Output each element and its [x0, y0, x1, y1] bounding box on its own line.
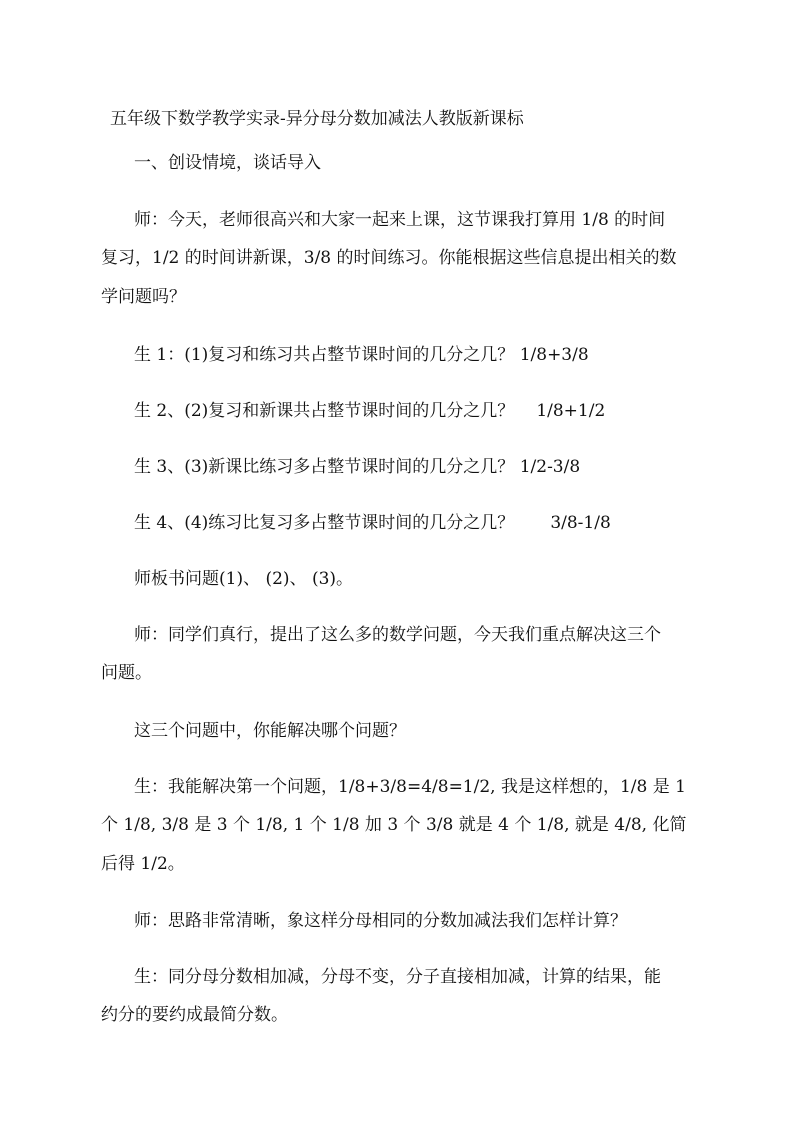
paragraph-line: 师：同学们真行，提出了这么多的数学问题，今天我们重点解决这三个: [134, 625, 661, 645]
question-text: 生 2、(2)复习和新课共占整节课时间的几分之几？: [134, 401, 515, 421]
question-text: 生 4、(4)练习比复习多占整节课时间的几分之几？: [134, 513, 515, 533]
question-line: [134, 508, 611, 533]
paragraph-line: 生：同分母分数相加减，分母不变，分子直接相加减，计算的结果，能: [134, 967, 661, 987]
paragraph-line: 个 1/8, 3/8 是 3 个 1/8, 1 个 1/8 加 3 个 3/8 就是 4 个 1/8, 就是 4/8, 化简: [101, 815, 687, 835]
paragraph-line: 约分的要约成最简分数。: [101, 1005, 288, 1025]
question-line: [134, 396, 605, 421]
paragraph-line: 问题。: [101, 663, 152, 683]
question-expression: 3/8-1/8: [550, 513, 611, 533]
paragraph-line: 师板书问题(1)、 (2)、 (3)。: [134, 569, 354, 589]
paragraph-line: 师：思路非常清晰，象这样分母相同的分数加减法我们怎样计算？: [134, 911, 627, 931]
paragraph-line: 学问题吗？: [101, 287, 186, 307]
question-line: 生 3、(3)新课比练习多占整节课时间的几分之几？ 1/2-3/8: [134, 457, 581, 477]
paragraph-line: 生：我能解决第一个问题，1/8+3/8=4/8=1/2, 我是这样想的，1/8 是 1: [134, 777, 686, 797]
paragraph-line: 复习，1/2 的时间讲新课，3/8 的时间练习。你能根据这些信息提出相关的数: [101, 248, 677, 268]
paragraph-line: 师：今天，老师很高兴和大家一起来上课，这节课我打算用 1/8 的时间: [134, 210, 666, 230]
document-title: 五年级下数学教学实录-异分母分数加减法人教版新课标: [110, 109, 524, 129]
paragraph-line: 后得 1/2。: [101, 854, 185, 874]
section-heading: 一、创设情境，谈话导入: [134, 153, 321, 173]
paragraph-line: 这三个问题中，你能解决哪个问题？: [134, 721, 406, 741]
question-expression: 1/8+1/2: [536, 401, 606, 421]
question-line: 生 1：(1)复习和练习共占整节课时间的几分之几？ 1/8+3/8: [134, 345, 589, 365]
